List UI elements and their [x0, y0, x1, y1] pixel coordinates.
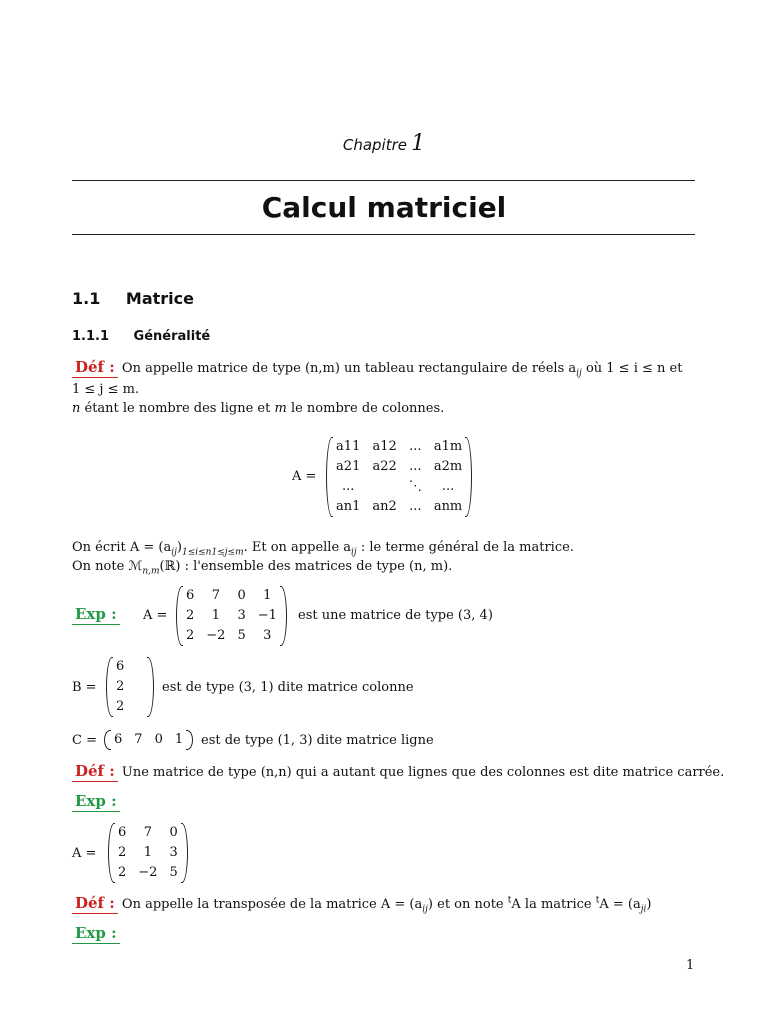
page-number: 1 [686, 958, 695, 973]
subsection-title: Généralité [133, 329, 211, 344]
matrix-cell: ⋱ [408, 478, 422, 494]
section-heading [72, 289, 194, 309]
example-1-label: Exp : [72, 605, 120, 624]
ex2-lhs: B = [72, 680, 97, 695]
ex1-text: est une matrice de type (3, 4) [298, 608, 493, 623]
ex1-lhs: A = [143, 608, 168, 623]
matrix-row [110, 677, 130, 697]
example-5-label: Exp : [72, 924, 120, 943]
matrix-cell: 1 [211, 607, 220, 623]
definition-1 [72, 358, 682, 380]
matrix-cell: 2 [186, 627, 195, 643]
matrix-cell: an1 [336, 498, 361, 514]
matrix-cell: 1 [263, 587, 272, 603]
matrix-cell: 1 [143, 844, 152, 860]
matrix-row [330, 437, 468, 457]
matrix-row [180, 586, 283, 606]
generic-matrix-table [330, 437, 468, 517]
matrix-cell: ... [409, 498, 422, 514]
matrix-cell: 2 [116, 698, 125, 714]
note-1: On écrit $A = (a_{ij})_{1\le i\le n1\le j\le m}$. Et on appelle $a_{ij}$ : le terme général de la matrice. [72, 540, 574, 558]
note-2: On note ℳ$_{n,m}$(ℝ) : l'ensemble des matrices de type (n, m). [72, 559, 453, 577]
matrix-cell: ... [409, 458, 422, 474]
generic-matrix [330, 437, 468, 517]
def1-line2: 1 ≤ j ≤ m. [72, 382, 140, 397]
def1-text: On appelle matrice de type (n,m) un tableau rectangulaire de réels $a_{ij}$ où 1 ≤ i ≤ n et [121, 361, 683, 379]
section-title: Matrice [125, 289, 194, 308]
matrix-row [108, 730, 189, 750]
title-rule-top [72, 180, 695, 181]
subsection-number: 1.1.1 [72, 329, 110, 344]
title-rule-bottom [72, 234, 695, 235]
matrix-cell: 0 [154, 731, 163, 747]
matrix-cell: −1 [257, 607, 277, 623]
matrix-row [110, 697, 130, 717]
matrix-row [330, 477, 468, 497]
matrix-cell: a21 [336, 458, 361, 474]
matrix-cell: 0 [169, 824, 178, 840]
matrix-cell: −2 [138, 864, 158, 880]
matrix-cell: 2 [186, 607, 195, 623]
matrix-cell: a1m [433, 438, 463, 454]
matrix-cell: 2 [116, 678, 125, 694]
matrix-cell: an2 [372, 498, 397, 514]
matrix-cell: a12 [372, 438, 397, 454]
matrix-row [112, 823, 184, 843]
definition-2: Déf : Une matrice de type (n,n) qui a autant que lignes que des colonnes est dite matrice carrée. [72, 762, 724, 781]
page-title: Calcul matriciel [261, 191, 507, 224]
matrix-cell: ... [342, 478, 355, 494]
matrix-cell: 2 [118, 864, 127, 880]
def2-text: Une matrice de type (n,n) qui a autant que lignes que des colonnes est dite matrice carrée. [121, 765, 725, 780]
matrix-cell: 6 [116, 658, 125, 674]
matrix-cell: ... [409, 438, 422, 454]
matrix-cell: a11 [336, 438, 361, 454]
matrix-row [180, 606, 283, 626]
matrix-cell: ... [441, 478, 455, 494]
matrix-cell: 7 [211, 587, 220, 603]
matrix-cell: 7 [134, 731, 143, 747]
example-2-matrix [110, 657, 130, 717]
matrix-cell: 5 [237, 627, 246, 643]
matrix-cell: 6 [118, 824, 127, 840]
ex3-lhs: C = [72, 733, 97, 748]
matrix-cell: 0 [237, 587, 246, 603]
example-3-matrix [108, 730, 189, 750]
subsection-heading [72, 329, 210, 345]
matrix-row [180, 626, 283, 646]
matrix-row [330, 457, 468, 477]
matrix-cell: a22 [372, 458, 397, 474]
matrix-cell: 1 [174, 731, 184, 747]
ex2-text: est de type (3, 1) dite matrice colonne [162, 680, 414, 695]
left-paren [326, 437, 333, 517]
matrix-cell: 6 [186, 587, 195, 603]
ex4-lhs: A = [72, 846, 97, 861]
def3-text: On appelle la transposée de la matrice $A = (a_{ij})$ et on note $^t$A la matrice $^tA = (a_{ji})$ [121, 895, 652, 915]
example-1-matrix [180, 586, 283, 646]
generic-matrix-lhs: A = [292, 469, 317, 484]
example-4-label: Exp : [72, 792, 120, 811]
matrix-cell: 2 [118, 844, 127, 860]
example-4-matrix [112, 823, 184, 883]
matrix-cell: anm [433, 498, 463, 514]
definition-3: Déf : On appelle la transposée de la matrice $A = (a_{ij})$ et on note $^t$A la matrice $^tA = (a_{ji})$ [72, 894, 651, 916]
matrix-row [112, 843, 184, 863]
ex3-text: est de type (1, 3) dite matrice ligne [201, 733, 434, 748]
def1-line3: n étant le nombre des ligne et m le nombre de colonnes. [72, 401, 445, 416]
matrix-cell: a2m [433, 458, 463, 474]
matrix-cell: 6 [114, 731, 123, 747]
matrix-row [110, 657, 130, 677]
def-label: Déf : [72, 358, 118, 377]
matrix-cell: 7 [143, 824, 152, 840]
chapter-number: 1 [411, 131, 426, 156]
right-paren [465, 437, 472, 517]
matrix-cell: −2 [206, 627, 226, 643]
chapter-heading [0, 130, 768, 158]
matrix-row [330, 497, 468, 517]
chapter-label: Chapitre [342, 136, 407, 154]
matrix-cell: 3 [263, 627, 272, 643]
matrix-cell: 5 [169, 864, 178, 880]
matrix-cell [366, 477, 402, 497]
matrix-cell: 3 [169, 844, 178, 860]
section-number: 1.1 [72, 289, 101, 308]
matrix-cell: 3 [237, 607, 246, 623]
matrix-row [112, 863, 184, 883]
